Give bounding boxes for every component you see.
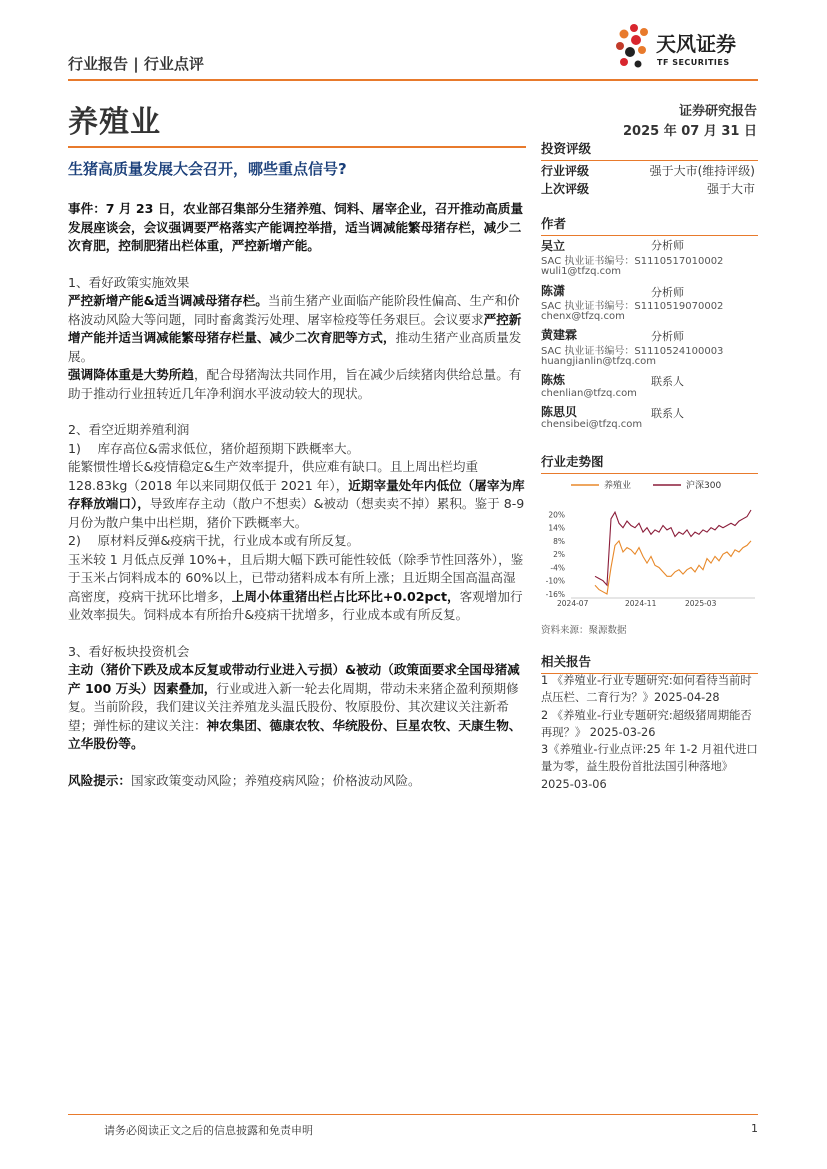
- s2-i2-a: 玉米较 1 月低点反弹 10%+，且后期大幅下跌可能性较低（除季节性回落外），鉴于玉米占饲料成本的 60%以上，已带动猪料成本有所上涨；且近期全国高温高湿高密度，疫病干扰环比增多，: [68, 551, 524, 604]
- report-kind: 证券研究报告: [678, 104, 757, 119]
- section-1-para-2: [68, 366, 526, 403]
- author-sac: SAC 执业证书编号：S1110524100003: [541, 346, 724, 357]
- s1-p2-a: ，配合母猪淘汰共同作用，旨在减少后续猪肉供给总量。有助于推动行业扭转近几年净利润水平波动较大的现状。: [68, 367, 522, 401]
- s1-p1-bold: 严控新增产能&适当调减母猪存栏。: [68, 293, 268, 308]
- industry-rating-label: 行业评级: [541, 164, 590, 178]
- section-1-title: 1、看好政策实施效果: [68, 274, 190, 290]
- s1-p1-c: 推动生猪产业高质量发展。: [68, 330, 522, 364]
- trend-heading: 行业走势图: [541, 454, 604, 469]
- author-sac: SAC 执业证书编号：S1110519070002: [541, 301, 724, 312]
- authors-heading: 作者: [541, 216, 567, 231]
- page-number: 1: [751, 1122, 758, 1135]
- author-name: 黄建霖: [541, 328, 578, 342]
- author-email[interactable]: huangjianlin@tfzq.com: [541, 356, 656, 367]
- footer-disclaimer[interactable]: 请务必阅读正文之后的信息披露和免责申明: [104, 1124, 313, 1137]
- authors-divider: [541, 235, 758, 236]
- author-role: 联系人: [651, 375, 684, 388]
- report-title: 生猪高质量发展大会召开，哪些重点信号?: [68, 160, 347, 178]
- s2-i2-b: 上周小体重猪出栏占比环比+0.02pct，: [231, 588, 460, 604]
- industry-rating-row: [541, 162, 758, 179]
- author-role: 分析师: [651, 286, 684, 299]
- s2-i1-b: 近期宰量处年内低位（屠宰为库存释放端口），: [68, 477, 525, 511]
- s3-b: 神农集团、德康农牧、华统股份、巨星农牧、天康生物、立华股份等。: [68, 717, 522, 751]
- section-1-para-1: [68, 292, 526, 366]
- logo-text-cn: 天风证券: [656, 32, 736, 56]
- title-divider: [68, 146, 526, 148]
- section-2-item-1-text: [68, 458, 526, 532]
- section-2-title: 2、看空近期养殖利润: [68, 422, 190, 437]
- s1-p1-a: 当前生猪产业面临产能阶段性偏高、生产和价格波动风险大等问题，同时畜禽粪污处理、屠宰检疫等任务艰巨。会议要求: [68, 293, 520, 327]
- logo-flower-icon: [610, 22, 654, 74]
- y-tick-label: -10%: [545, 576, 565, 586]
- x-tick-label: 2024-11: [625, 599, 657, 608]
- s1-p1-b: 严控新增产能并适当调减能繁母猪存栏量、减少二次育肥等方式，: [68, 311, 522, 345]
- author-name: 陈炼: [541, 373, 566, 387]
- section-2-item-2-text: [68, 551, 526, 625]
- related-item[interactable]: 1 《养殖业-行业专题研究:如何看待当前时点压栏、二育行为？》2025-04-28: [541, 674, 752, 705]
- related-heading: 相关报告: [541, 654, 592, 669]
- related-item[interactable]: 2 《养殖业-行业专题研究:超级猪周期能否再现？》 2025-03-26: [541, 708, 752, 739]
- report-date: 2025 年 07 月 31 日: [623, 124, 757, 139]
- y-tick-label: -4%: [550, 563, 565, 573]
- risk-text: 国家政策变动风险；养殖疫病风险；价格波动风险。: [130, 772, 421, 788]
- x-tick-label: 2024-07: [557, 599, 589, 608]
- main-body: [68, 200, 526, 790]
- author-name: 陈思贝: [541, 405, 578, 419]
- s3-bold: 主动（猪价下跌及成本反复或带动行业进入亏损）&被动（政策面要求全国母猪减产 100 万头）因素叠加，: [68, 662, 520, 696]
- event-text: 7 月 23 日，农业部召集部分生猪养殖、饲料、屠宰企业，召开推动高质量发展座谈会，会议强调要严格落实产能调控举措，适当调减能繁母猪存栏，减少二次育肥，控制肥猪出栏体重，严控新增产能。: [68, 201, 524, 253]
- rating-divider: [541, 160, 758, 161]
- author-name: 吴立: [541, 239, 566, 253]
- related-list: [541, 672, 761, 793]
- y-tick-label: 14%: [548, 523, 565, 533]
- author-role: 联系人: [651, 407, 684, 420]
- author-email[interactable]: wuli1@tfzq.com: [541, 266, 622, 277]
- risk-paragraph: [68, 772, 526, 791]
- section-3-para: [68, 661, 526, 754]
- footer-divider: [68, 1114, 758, 1115]
- section-2-item-1: 1) 库存高位&需求低位，猪价超预期下跌概率大。: [68, 440, 360, 456]
- authors-section: [541, 214, 758, 434]
- y-tick-label: 8%: [553, 536, 565, 546]
- y-tick-label: 20%: [548, 510, 565, 520]
- s2-i2-c: 客观增加行业效率损失。饲料成本有所抬升&疫病干扰增多，行业成本或有所反复。: [68, 588, 523, 622]
- risk-label: 风险提示：: [68, 772, 131, 788]
- prev-rating-label: 上次评级: [541, 182, 590, 196]
- industry-rating-value: 强于大市(维持评级): [649, 164, 755, 178]
- sector-name: 养殖业: [68, 105, 161, 140]
- author-role: 分析师: [651, 239, 684, 252]
- report-type: 行业报告 | 行业点评: [68, 55, 204, 73]
- y-tick-label: 2%: [553, 550, 565, 560]
- rating-section: [541, 139, 758, 196]
- legend-label: 沪深300: [686, 481, 722, 491]
- author-email[interactable]: chensibei@tfzq.com: [541, 419, 643, 430]
- event-label: 事件：: [68, 201, 106, 216]
- legend-label: 养殖业: [604, 481, 632, 491]
- prev-rating-value: 强于大市: [706, 182, 755, 196]
- y-tick-label: -16%: [545, 590, 565, 599]
- section-2-item-2: 2) 原材料反弹&疫病干扰，行业成本或有所反复。: [68, 533, 360, 548]
- prev-rating-row: [541, 180, 758, 197]
- event-paragraph: [68, 200, 526, 256]
- trend-chart: [541, 470, 758, 610]
- author-name: 陈潇: [541, 284, 566, 298]
- author-email[interactable]: chenlian@tfzq.com: [541, 388, 637, 399]
- author-role: 分析师: [651, 330, 684, 343]
- company-logo: [610, 20, 760, 76]
- rating-heading: 投资评级: [541, 141, 592, 156]
- related-item[interactable]: 3《养殖业-行业点评:25 年 1-2 月祖代进口量为零，益生股份首批法国引种落地》 2025-03-06: [541, 743, 758, 791]
- x-tick-label: 2025-03: [685, 599, 717, 608]
- chart-source: 资料来源：聚源数据: [541, 625, 627, 636]
- author-sac: SAC 执业证书编号：S1110517010002: [541, 256, 724, 267]
- header-divider: [68, 79, 758, 81]
- s3-a: 行业或进入新一轮去化周期，带动未来猪企盈利预期修复。当前阶段，我们建议关注养殖龙头温氏股份、牧原股份、其次建议关注新希望；弹性标的建议关注：: [68, 680, 519, 733]
- logo-text-en: TF SECURITIES: [657, 58, 730, 67]
- section-3-title: 3、看好板块投资机会: [68, 643, 190, 659]
- s2-i1-c: 导致库存主动（散户不想卖）&被动（想卖卖不掉）累积。鉴于 8-9 月份为散户集中出栏期，猪价下跌概率大。: [68, 496, 525, 530]
- related-section-header: [541, 652, 758, 674]
- author-email[interactable]: chenx@tfzq.com: [541, 311, 625, 322]
- s1-p2-bold: 强调降体重是大势所趋: [68, 367, 194, 382]
- s2-i1-a: 能繁惯性增长&疫情稳定&生产效率提升，供应难有缺口。且上周出栏均重 128.83kg（2018 年以来同期仅低于 2021 年），: [68, 459, 479, 493]
- series-line: [595, 541, 751, 594]
